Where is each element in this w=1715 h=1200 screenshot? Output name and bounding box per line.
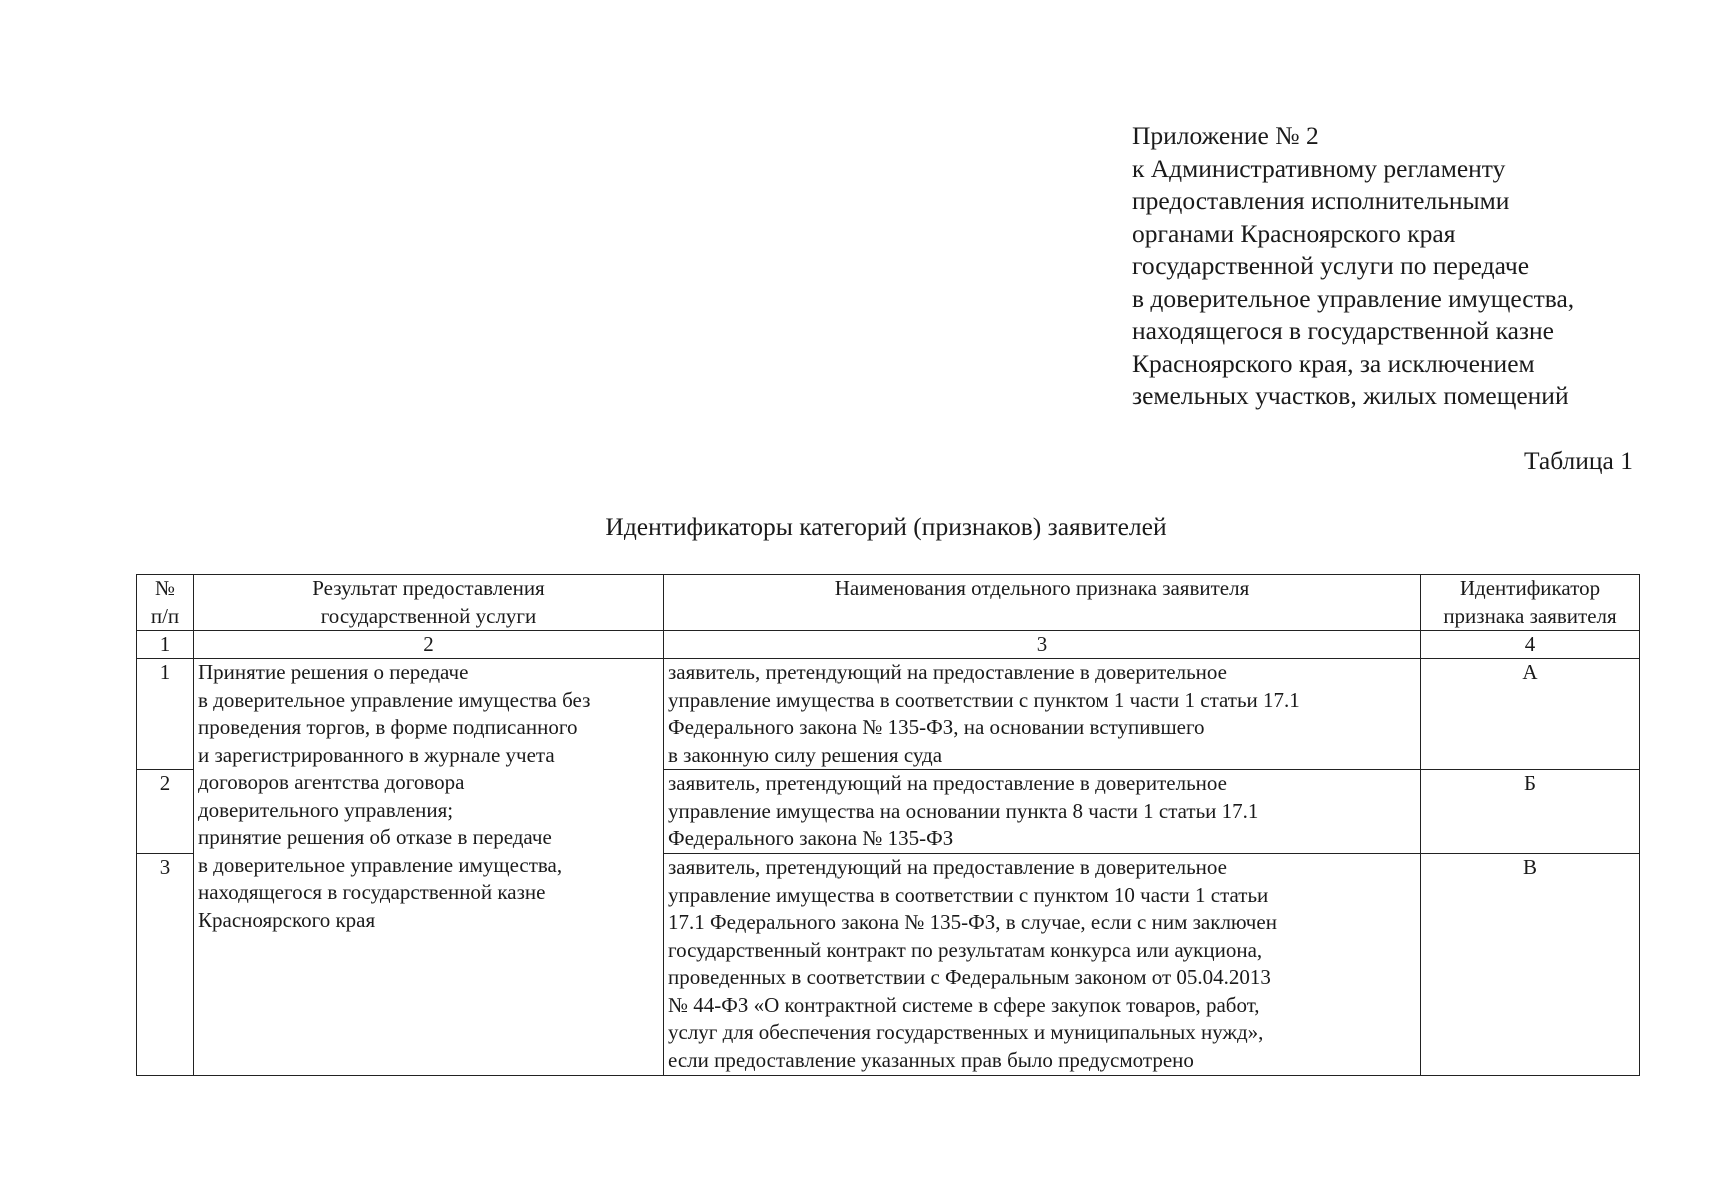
criterion-line: Федерального закона № 135-ФЗ — [668, 826, 954, 850]
header-criterion-line: Наименования отдельного признака заявителя — [834, 576, 1250, 600]
criterion-line: управление имущества на основании пункта 8 части 1 статьи 17.1 — [668, 798, 1259, 823]
result-line: и зарегистрированного в журнале учета — [198, 742, 555, 767]
identifier-cell: Б — [1421, 770, 1640, 854]
criterion-line: управление имущества в соответствии с пунктом 10 части 1 статьи — [668, 882, 1269, 907]
identifiers-table — [136, 574, 1640, 1076]
criterion-cell — [664, 659, 1421, 770]
result-line: в доверительное управление имущества, — [198, 852, 563, 877]
row-number: 3 — [137, 854, 194, 1076]
header-result-line: государственной услуги — [320, 603, 537, 628]
criterion-line: в законную силу решения суда — [668, 742, 943, 767]
criterion-line: управление имущества в соответствии с пунктом 1 части 1 статьи 17.1 — [668, 687, 1300, 712]
appendix-line: к Административному регламенту — [1132, 153, 1506, 183]
result-line: находящегося в государственной казне — [198, 880, 546, 904]
criterion-line: услуг для обеспечения государственных и муниципальных нужд», — [668, 1020, 1264, 1044]
criterion-line: заявитель, претендующий на предоставление в доверительное — [668, 855, 1227, 879]
header-identifier-line: Идентификатор — [1459, 576, 1601, 600]
table-label: Таблица 1 — [1523, 446, 1633, 475]
criterion-line: проведенных в соответствии с Федеральным законом от 05.04.2013 — [668, 965, 1271, 989]
appendix-line: земельных участков, жилых помещений — [1132, 381, 1569, 410]
criterion-line: государственный контракт по результатам конкурса или аукциона, — [668, 937, 1263, 962]
column-number-row — [137, 631, 1640, 659]
column-number-cell: 4 — [1421, 631, 1640, 659]
header-identifier-line: признака заявителя — [1443, 603, 1617, 628]
identifier-cell: В — [1421, 854, 1640, 1076]
row-number: 1 — [137, 659, 194, 770]
result-line: проведения торгов, в форме подписанного — [198, 715, 578, 739]
criterion-line: № 44-ФЗ «О контрактной системе в сфере закупок товаров, работ, — [668, 992, 1260, 1017]
appendix-line: Приложение № 2 — [1132, 121, 1319, 150]
column-number-cell: 1 — [137, 631, 194, 659]
header-number — [137, 575, 194, 631]
header-result — [194, 575, 664, 631]
header-number-line: № — [154, 576, 176, 600]
appendix-line: Красноярского края, за исключением — [1132, 348, 1535, 378]
appendix-line: государственной услуги по передаче — [1132, 251, 1530, 280]
criterion-cell — [664, 770, 1421, 854]
result-line: договоров агентства договора — [198, 770, 465, 794]
result-line: Красноярского края — [198, 907, 376, 932]
criterion-line: если предоставление указанных прав было предусмотрено — [668, 1047, 1194, 1072]
result-line: принятие решения об отказе в передаче — [198, 825, 552, 849]
criterion-cell — [664, 854, 1421, 1076]
column-number-cell: 3 — [664, 631, 1421, 659]
appendix-line: органами Красноярского края — [1132, 218, 1456, 248]
result-line: в доверительное управление имущества без — [198, 687, 591, 712]
criterion-line: 17.1 Федерального закона № 135-ФЗ, в случае, если с ним заключен — [668, 910, 1277, 934]
header-result-line: Результат предоставления — [312, 576, 545, 600]
appendix-line: в доверительное управление имущества, — [1132, 283, 1575, 313]
row-number: 2 — [137, 770, 194, 854]
criterion-line: Федерального закона № 135-ФЗ, на основании вступившего — [668, 715, 1205, 739]
result-line: Принятие решения о передаче — [198, 660, 469, 684]
appendix-line: предоставления исполнительными — [1132, 186, 1510, 215]
result-line: доверительного управления; — [198, 797, 454, 822]
appendix-line: находящегося в государственной казне — [1132, 316, 1554, 345]
result-cell — [194, 659, 664, 1076]
header-number-line: п/п — [150, 603, 180, 628]
table-row — [137, 659, 1640, 770]
header-identifier — [1421, 575, 1640, 631]
table-header-row — [137, 575, 1640, 631]
appendix-block — [1132, 120, 1672, 413]
identifier-cell: А — [1421, 659, 1640, 770]
column-number-cell: 2 — [194, 631, 664, 659]
header-criterion — [664, 575, 1421, 631]
document-title: Идентификаторы категорий (признаков) заявителей — [605, 512, 1167, 541]
criterion-line: заявитель, претендующий на предоставление в доверительное — [668, 660, 1227, 684]
criterion-line: заявитель, претендующий на предоставление в доверительное — [668, 771, 1227, 795]
